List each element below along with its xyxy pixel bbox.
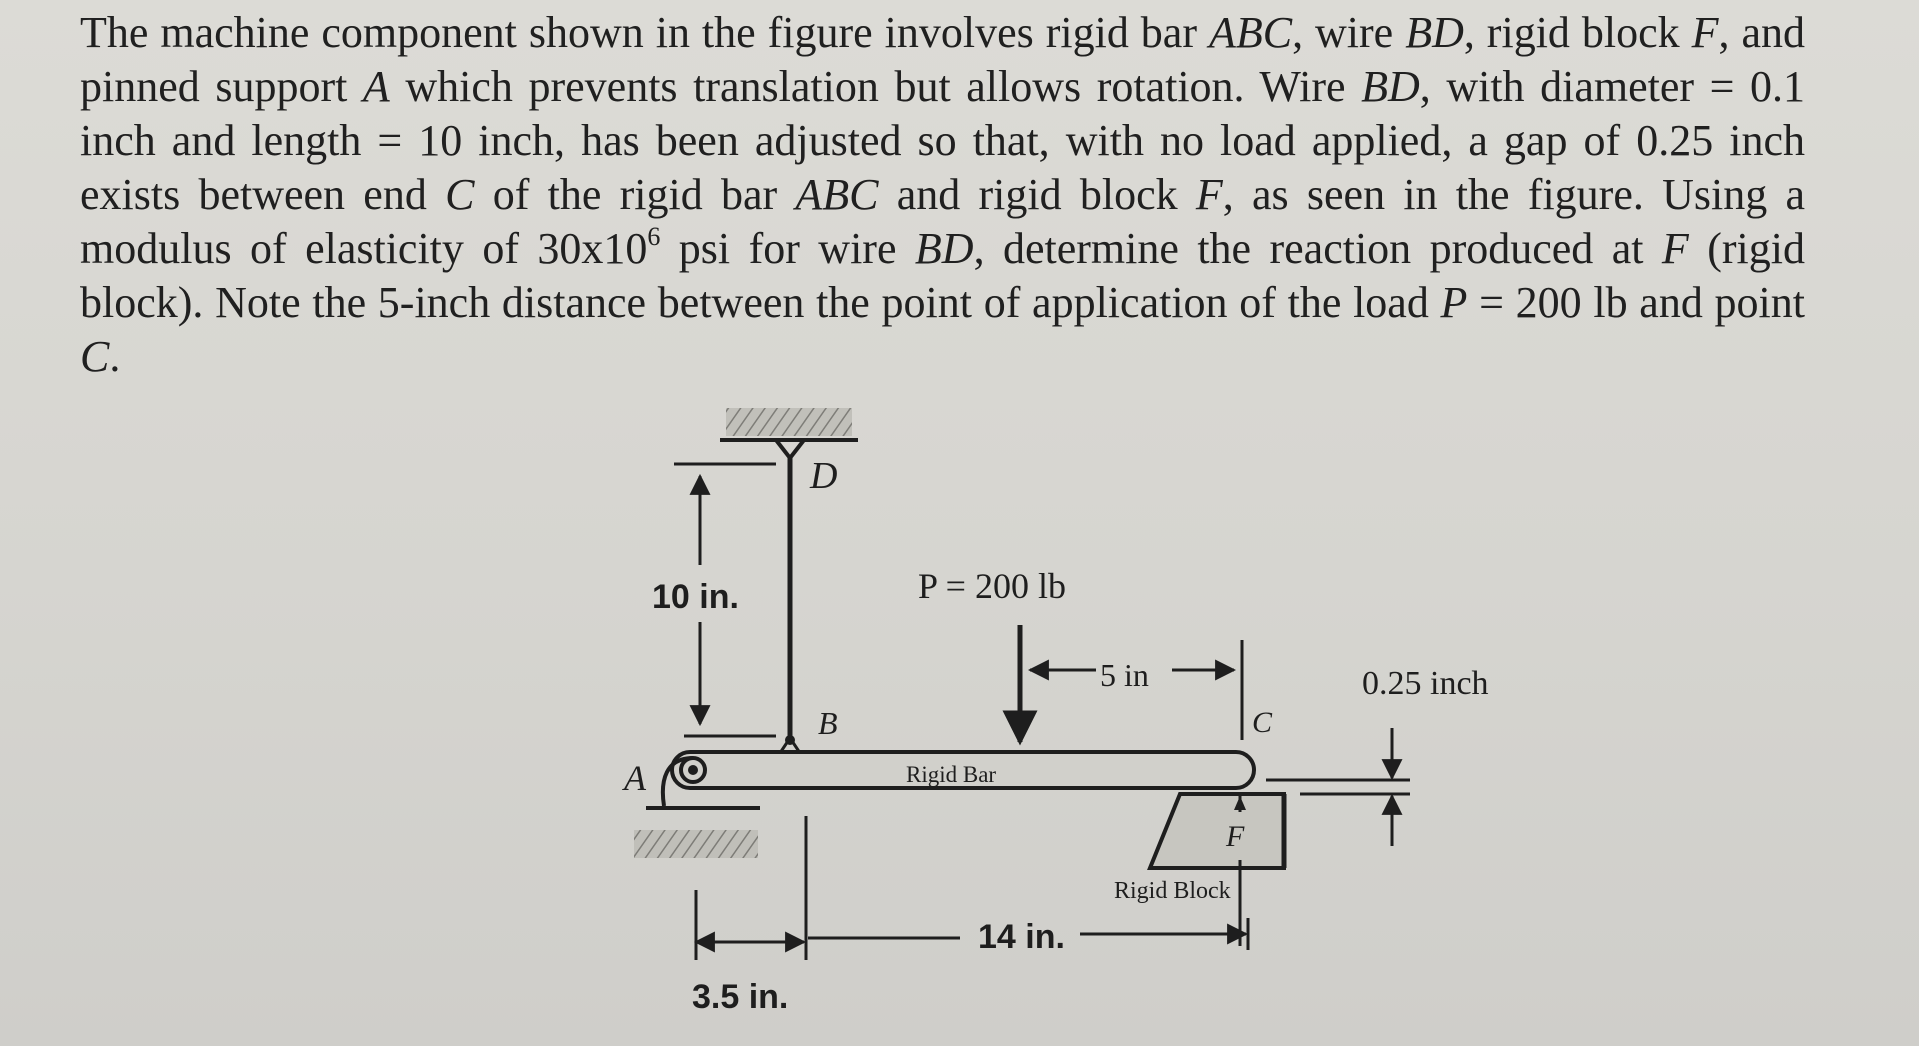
- problem-text-part: , determine the reaction produced at: [973, 224, 1662, 273]
- rigid-bar-label: Rigid Bar: [906, 762, 997, 787]
- var-abc: ABC: [795, 170, 879, 219]
- var-f: F: [1661, 224, 1689, 273]
- dim-load-to-c: 5 in: [1100, 657, 1149, 693]
- problem-text-part: The machine component shown in the figure involves rigid bar: [80, 8, 1209, 57]
- var-bd: BD: [914, 224, 974, 273]
- problem-text-part: , wire: [1292, 8, 1406, 57]
- gap-dimension: [1266, 728, 1410, 846]
- problem-text-part: , as seen in the figure. Using a modulus of elasticity of 30x10: [80, 170, 1805, 273]
- var-bd: BD: [1405, 8, 1464, 57]
- ceiling-support: [720, 408, 858, 440]
- label-a: A: [624, 758, 646, 798]
- problem-text-part: , rigid block: [1463, 8, 1692, 57]
- dim-ac: 14 in.: [978, 918, 1065, 956]
- var-a: A: [362, 62, 390, 111]
- rigid-block: [1150, 794, 1284, 946]
- problem-text-part: which prevents translation but allows rotation. Wire: [389, 62, 1362, 111]
- problem-text-part: and rigid block: [878, 170, 1196, 219]
- problem-text-part: , with diameter = 0.1 inch and length = 10 inch, has been adjusted so that, with no load applied, a gap of 0.25 inch exists between end: [80, 62, 1806, 219]
- problem-text-part: .: [109, 332, 121, 381]
- dim-ab: 3.5 in.: [692, 978, 789, 1016]
- dim-wire-length: 10 in.: [652, 578, 739, 616]
- label-c: C: [1252, 706, 1273, 739]
- var-bd: BD: [1361, 62, 1420, 111]
- label-b: B: [818, 705, 838, 741]
- problem-text-part: , and pinned support: [80, 8, 1805, 111]
- var-f: F: [1691, 8, 1719, 57]
- problem-text-part: of the rigid bar: [474, 170, 796, 219]
- problem-text-part: (rigid block). Note the 5-inch distance between the point of application of the load: [80, 224, 1805, 327]
- var-f: F: [1195, 170, 1223, 219]
- exponent: 6: [647, 222, 661, 251]
- var-p: P: [1440, 278, 1468, 327]
- problem-text-part: psi for wire: [660, 224, 915, 273]
- problem-text-part: = 200 lb and point: [1467, 278, 1805, 327]
- wire-bd: [774, 440, 806, 762]
- dim-gap: 0.25 inch: [1362, 665, 1489, 702]
- label-d: D: [810, 455, 838, 497]
- var-abc: ABC: [1208, 8, 1293, 57]
- rigid-block-label: Rigid Block: [1114, 878, 1231, 904]
- var-c: C: [445, 170, 475, 219]
- label-f: F: [1226, 820, 1245, 853]
- var-c: C: [80, 332, 110, 381]
- load-label: P = 200 lb: [918, 566, 1066, 606]
